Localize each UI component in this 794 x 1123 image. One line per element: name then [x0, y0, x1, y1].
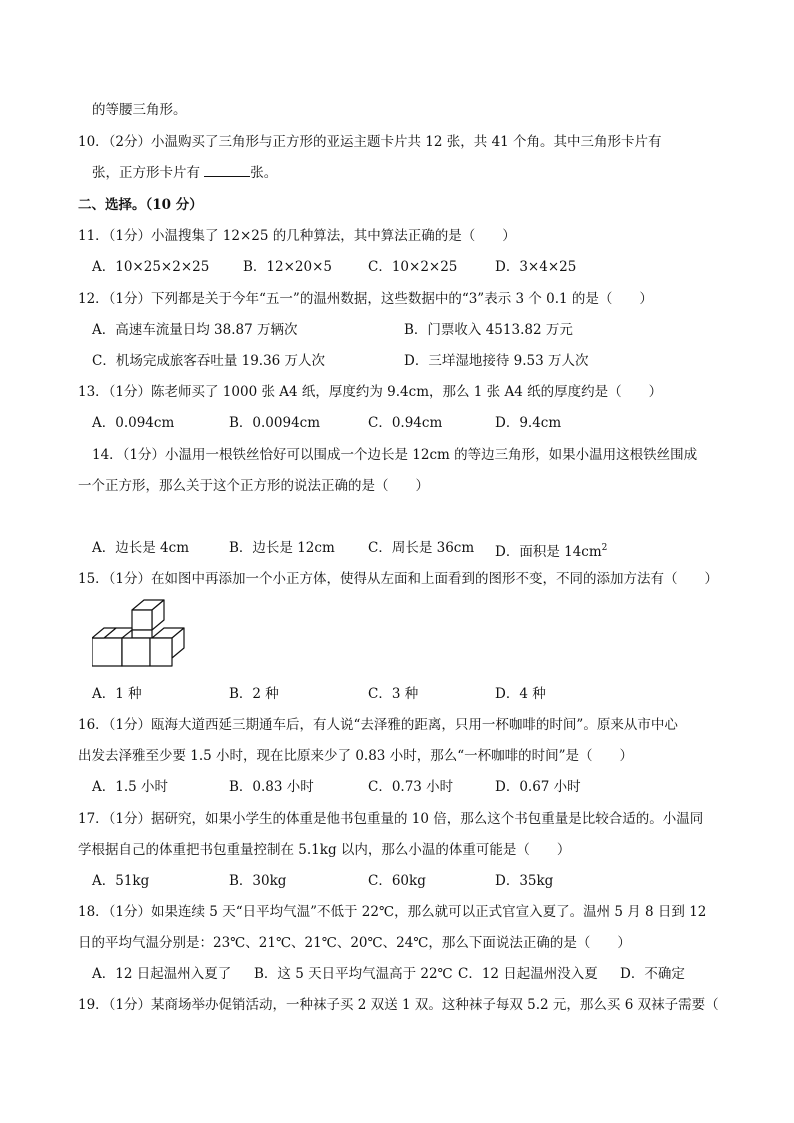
q18-option-c: C．12 日起温州没入夏: [458, 966, 598, 982]
cube-front-face: [122, 638, 150, 666]
q14-option-b: B．边长是 12cm: [229, 540, 335, 556]
q17-option-d: D．35kg: [495, 873, 554, 889]
q12-option-c: C．机场完成旅客吞吐量 19.36 万人次: [92, 353, 326, 369]
cube-front-face: [132, 630, 152, 638]
q10-line2: [92, 164, 277, 182]
q14-option-c: C．周长是 36cm: [368, 540, 475, 556]
q18-option-a: A．12 日起温州入夏了: [92, 966, 232, 982]
superscript: 2: [601, 543, 608, 553]
q10-line2-a: 张，正方形卡片有: [92, 165, 205, 181]
q15-option-b: B．2 种: [229, 686, 279, 702]
q16-line2: 出发去泽雅至少要 1.5 小时，现在比原来少了 0.83 小时，那么“一杯咖啡的时间”是（ ）: [78, 748, 633, 764]
q11-option-d: D．3×4×25: [495, 259, 577, 275]
q11-option-c: C．10×2×25: [368, 259, 458, 275]
q11-option-b: B．12×20×5: [243, 259, 332, 275]
q15-option-d: D．4 种: [495, 686, 546, 702]
q18-option-b: B．这 5 天日平均气温高于 22℃: [254, 966, 453, 982]
section-heading: 二、选择。（10 分）: [78, 197, 203, 213]
q17-option-c: C．60kg: [368, 873, 426, 889]
q17-line2: 学根据自己的体重把书包重量控制在 5.1kg 以内，那么小温的体重可能是（ ）: [78, 842, 571, 858]
q14-line2: 一个正方形，那么关于这个正方形的说法正确的是（ ）: [78, 478, 429, 494]
q10-line2-b: 张。: [250, 165, 278, 181]
q12-option-d: D．三垟湿地接待 9.53 万人次: [404, 353, 589, 369]
answer-blank: [204, 164, 250, 177]
cube-front-face: [132, 610, 152, 630]
q14-line1: 14．（1分）小温用一根铁丝恰好可以围成一个边长是 12cm 的等边三角形，如果小温用这根铁丝围成: [92, 447, 698, 463]
q13-option-a: A．0.094cm: [92, 415, 175, 431]
q11-stem: 11．（1分）小温搜集了 12×25 的几种算法，其中算法正确的是（ ）: [78, 228, 516, 244]
q17-line1: 17．（1分）据研究，如果小学生的体重是他书包重量的 10 倍，那么这个书包重量是比较合适的。小温同: [78, 811, 704, 827]
q16-option-d: D．0.67 小时: [495, 779, 581, 795]
q18-line2: 日的平均气温分别是：23℃、21℃、21℃、20℃、24℃，那么下面说法正确的是（ ）: [78, 935, 631, 951]
q18-option-d: D．不确定: [620, 966, 685, 982]
q19-line1: 19．（1分）某商场举办促销活动，一种袜子买 2 双送 1 双。这种袜子每双 5.2 元，那么买 6 双袜子需要（: [78, 997, 719, 1013]
cube-front-face: [92, 638, 122, 666]
q14-option-d: [495, 539, 607, 561]
cube-figure: [92, 598, 192, 670]
q14-option-a: A．边长是 4cm: [92, 540, 189, 556]
continued-text: 的等腰三角形。: [92, 102, 187, 118]
q12-option-b: B．门票收入 4513.82 万元: [404, 322, 573, 338]
q16-line1: 16．（1分）瓯海大道西延三期通车后，有人说“去泽雅的距离，只用一杯咖啡的时间”。原来从市中心: [78, 717, 678, 733]
q15-option-a: A．1 种: [92, 686, 142, 702]
q16-option-c: C．0.73 小时: [368, 779, 454, 795]
q17-option-b: B．30kg: [229, 873, 287, 889]
q15-stem: 15．（1分）在如图中再添加一个小正方体，使得从左面和上面看到的图形不变，不同的添加方法有（ ）: [78, 571, 719, 587]
q16-option-a: A．1.5 小时: [92, 779, 169, 795]
q17-option-a: A．51kg: [92, 873, 150, 889]
q13-stem: 13．（1分）陈老师买了 1000 张 A4 纸，厚度约为 9.4cm，那么 1 张 A4 纸的厚度约是（ ）: [78, 384, 663, 400]
q11-option-a: A．10×25×2×25: [92, 259, 210, 275]
q12-option-a: A．高速车流量日均 38.87 万辆次: [92, 322, 298, 338]
q16-option-b: B．0.83 小时: [229, 779, 314, 795]
q13-option-c: C．0.94cm: [368, 415, 443, 431]
q15-option-c: C．3 种: [368, 686, 419, 702]
q12-stem: 12．（1分）下列都是关于今年“五一”的温州数据，这些数据中的“3”表示 3 个 0.1 的是（ ）: [78, 291, 653, 307]
cube-front-face: [150, 638, 172, 666]
q13-option-b: B．0.0094cm: [229, 415, 321, 431]
q14-option-d-text: D．面积是 14cm: [495, 544, 602, 560]
q13-option-d: D．9.4cm: [495, 415, 562, 431]
q18-line1: 18．（1分）如果连续 5 天“日平均气温”不低于 22℃，那么就可以正式官宣入夏了。温州 5 月 8 日到 12: [78, 904, 707, 920]
q10-line1: 10．（2分）小温购买了三角形与正方形的亚运主题卡片共 12 张，共 41 个角。其中三角形卡片有: [78, 134, 662, 150]
